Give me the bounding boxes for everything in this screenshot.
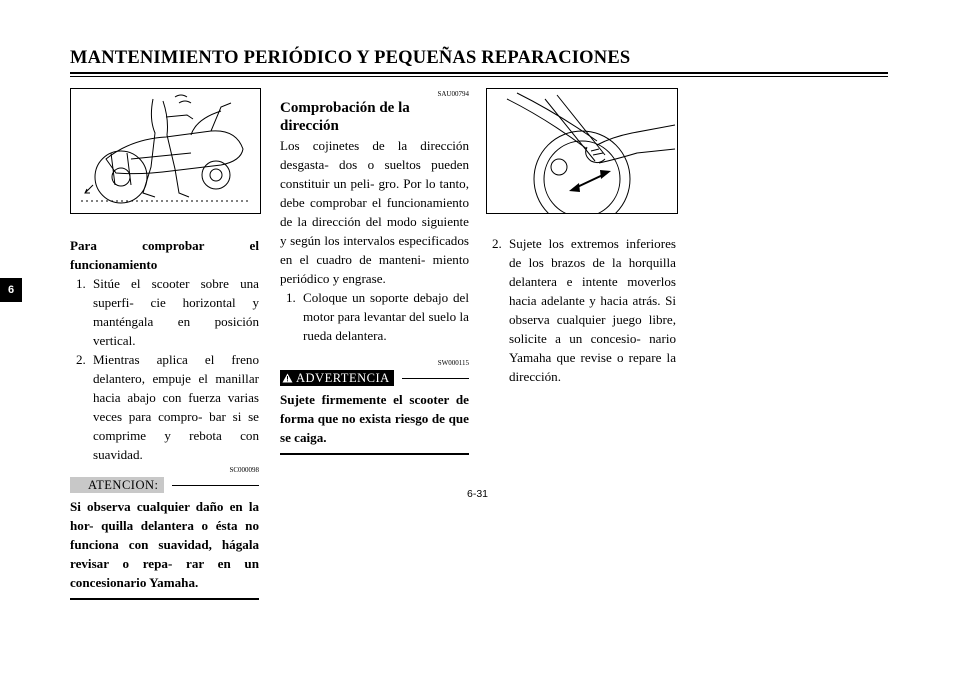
step-2-text: Mientras aplica el freno delantero, empuje el manillar hacia abajo con fuerza varias veces para compro- bar si se comprime y rebota con suavidad. <box>93 352 259 462</box>
step-1-number: 1. <box>76 276 86 291</box>
steering-step-2 <box>486 234 676 386</box>
steering-step-2-text: Sujete los extremos inferiores de los brazos de la horquilla delantera e intente moverlos hacia adelante y hacia atrás. Si observa cualquier juego libre, solicite a un concesio- nario Yamaha que revise o repare la dirección. <box>509 236 676 384</box>
steering-intro-text: Los cojinetes de la dirección desgasta- dos o sueltos pueden constituir un peli- gro. Por lo tanto, debe comprobar el funcionamiento de la dirección del modo siguiente y según los intervalos especificados en el cuadro de manteni- miento periódico y engrase. <box>280 138 469 286</box>
caution-bottom-rule <box>70 598 259 600</box>
step-1-text: Sitúe el scooter sobre una superfi- cie horizontal y manténgala en posición vertical. <box>93 276 259 348</box>
warning-header <box>280 370 469 386</box>
steering-step-1 <box>280 288 469 345</box>
steering-step-1-text: Coloque un soporte debajo del motor para levantar del suelo la rueda delantera. <box>303 290 469 343</box>
steering-check-illustration <box>486 88 678 214</box>
caution-label: ATENCION: <box>70 477 164 493</box>
step-2-number: 2. <box>76 352 86 367</box>
warning-label: ADVERTENCIA <box>296 371 390 385</box>
warning-bottom-rule <box>280 453 469 455</box>
warning-header-rule <box>402 378 469 379</box>
caution-header <box>70 477 259 493</box>
step-2 <box>70 350 259 464</box>
header-rule-thick <box>70 72 888 74</box>
middle-column <box>280 88 469 455</box>
caution-header-rule <box>172 485 259 486</box>
warning-code: SW000115 <box>437 359 469 367</box>
header-rule-thin <box>70 76 888 77</box>
fork-check-illustration <box>70 88 261 214</box>
arrow-head-left <box>569 183 580 192</box>
steering-step-2-number: 2. <box>492 236 502 251</box>
steering-step-1-number: 1. <box>286 290 296 305</box>
steering-section-title: Comprobación de la dirección <box>280 100 410 134</box>
page-number: 6-31 <box>467 488 489 500</box>
chapter-tab: 6 <box>0 278 22 302</box>
caution-code: SC000098 <box>229 466 259 474</box>
functioning-subheading: Para comprobar el funcionamiento <box>70 238 259 272</box>
caution-text: Si observa cualquier daño en la hor- quilla delantera o ésta no funciona con suavidad, hágala revisar o repa- rar en un concesionario Yamaha. <box>70 499 259 590</box>
right-column <box>486 234 676 386</box>
fork-arm-drawing <box>487 89 677 213</box>
warning-triangle-icon <box>282 373 293 383</box>
scooter-fork-drawing <box>71 89 260 213</box>
left-column <box>70 236 259 600</box>
warning-text: Sujete firmemente el scooter de forma que no exista riesgo de que se caiga. <box>280 392 469 445</box>
page-header-title: MANTENIMIENTO PERIÓDICO Y PEQUEÑAS REPARACIONES <box>70 48 631 68</box>
step-1 <box>70 274 259 350</box>
warning-label-box <box>280 370 394 386</box>
arrow-head-right <box>600 170 611 179</box>
section-code: SAU00794 <box>437 90 469 98</box>
